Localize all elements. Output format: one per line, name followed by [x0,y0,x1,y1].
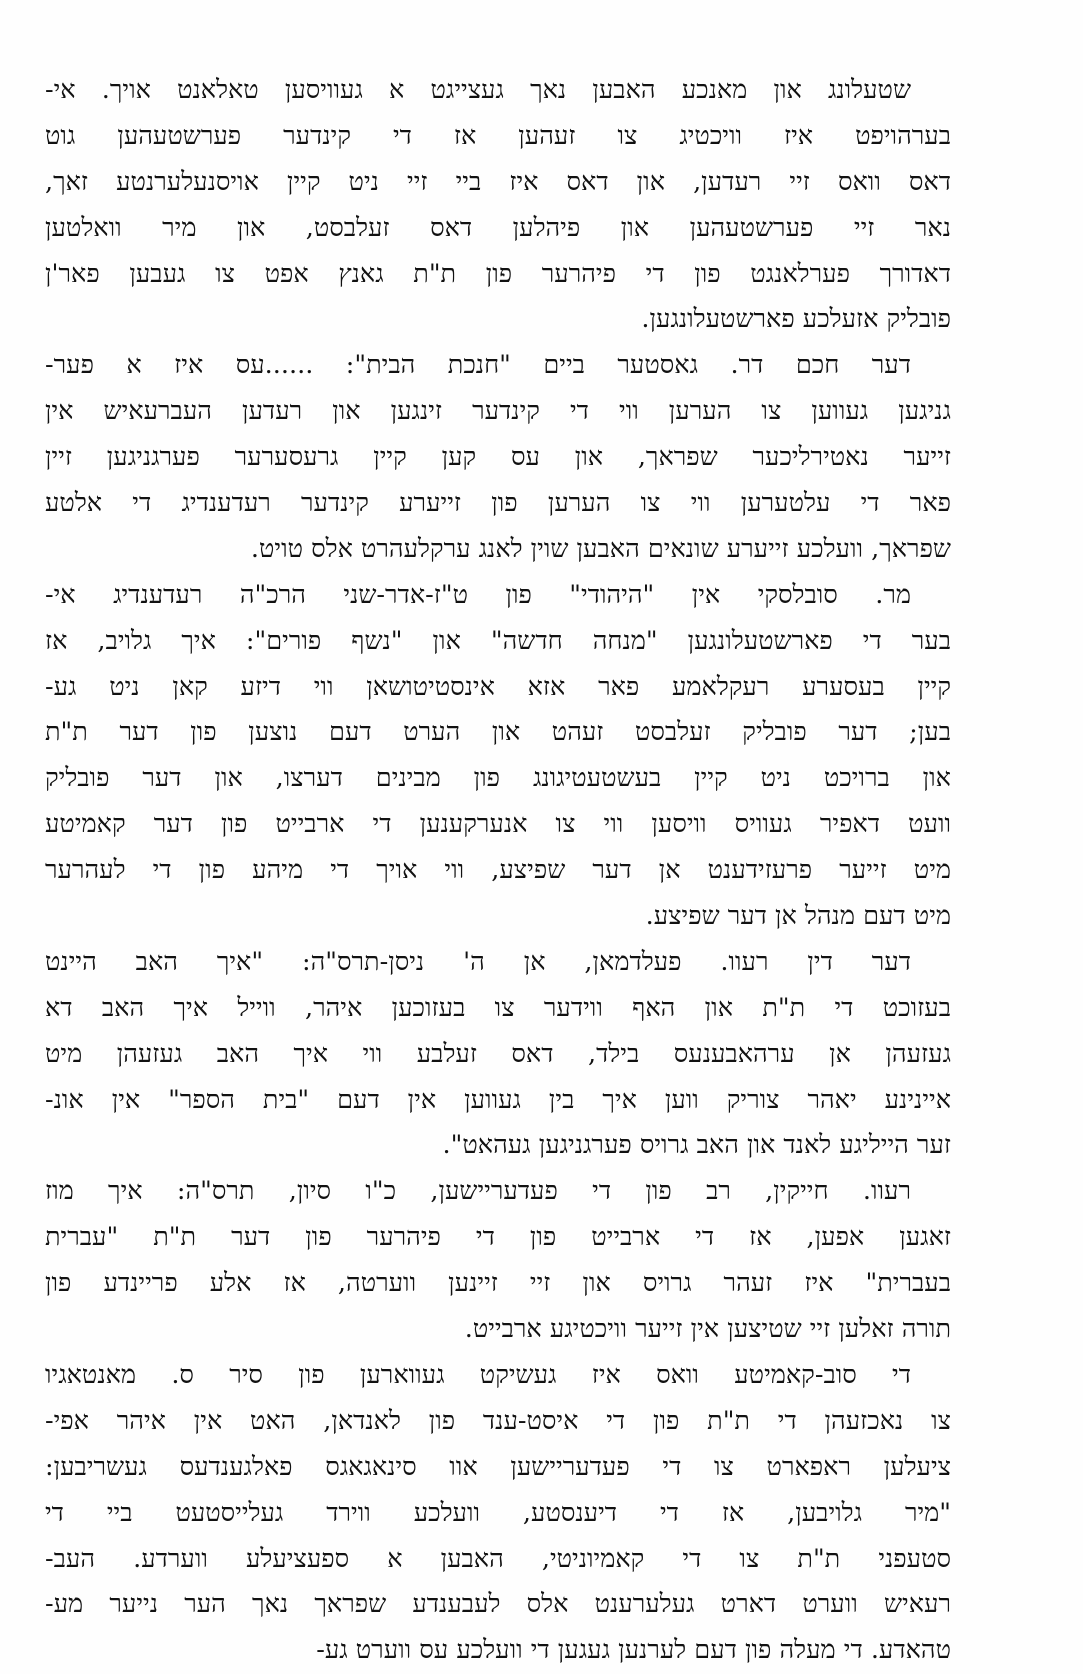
text-line: בער די פארשטעלונגען "מנחה חדשה" און "נשף פורים": איך גלויב, אז [45,625,951,656]
text-line: גניגען געווען צו הערען ווי די קינדער זינגען און רעדען העברעאיש אין [45,396,951,427]
text-line: דאדורך פערלאנגט פון די פיהרער פון ת"ת גאנץ אפט צו געבען פאר'ן [45,258,951,289]
paragraph [45,573,951,940]
text-line: געזעהן אן ערהאבענעס בילד, דאס זעלבע ווי איך האב געזעהן מיט [45,1038,951,1069]
text-line: טהאדע. די מעלה פון דעם לערנען געגען די וועלכע עס ווערט גע- [316,1635,951,1666]
text-line: קיין בעסערע רעקלאמע פאר אזא אינסטיטושאן ווי דיזע קאן ניט גע- [45,671,951,702]
text-line: נאר זיי פערשטעהען און פיהלען דאס זעלבסט, און מיר וואלטען [45,212,951,243]
paragraph [45,1353,951,1674]
text-line: שפראך, וועלכע זייערע שונאים האבען שוין לאנג ערקלעהרט אלס טויט. [250,533,951,564]
text-line: מיט דעם מנהל אן דער שפיצע. [645,901,951,932]
text-line: וועט דאפיר געוויס וויסען ווי צו אנערקענען די ארבייט פון דער קאמיטע [45,809,951,840]
text-line: איינינע יאהר צוריק ווען איך בין געווען אין דעם "בית הספר" אין אונ- [45,1084,951,1115]
text-line: זאגען אפען, אז די ארבייט פון די פיהרער פון דער ת"ת "עברית [45,1222,951,1253]
text-line: פאר די עלטערען ווי צו הערען פון זייערע קינדער רעדענדיג די אלטע [45,488,951,519]
text-line: תורה זאלען זיי שטיצען אין זייער וויכטיגע ארבייט. [464,1314,951,1345]
text-line: בעברית" איז זעהר גרויס און זיי זיינען ווערטה, אז אלע פריינדע פון [45,1268,951,1299]
text-line: סטעפני ת"ת צו די קאמיוניטי, האבען א ספעציעלע ווערדע. העב- [45,1543,951,1574]
text-line: בעזוכט די ת"ת און האף ווידער צו בעזוכען איהר, ווייל איך האב דא [45,992,951,1023]
paragraph [45,68,951,343]
text-line: צו נאכזעהן די ת"ת פון די איסט-ענד פון לאנדאן, האט אין איהר אפי- [45,1405,951,1436]
text-line: פובליק אזעלכע פארשטעלונגען. [641,304,951,335]
text-line: די סוב-קאמיטע וואס איז געשיקט געווארען פון סיר ס. מאנטאגיו [45,1359,911,1390]
text-line: רעאיש ווערט דארט געלערענט אלס לעבענדע שפראך נאך הער נייער מע- [45,1589,951,1620]
text-line: "מיר גלויבען, אז די דיענסטע, וועלכע ווירד געלייסטעט ביי די [45,1497,951,1528]
paragraph [45,343,951,572]
text-line: מיט זייער פרעזידענט אן דער שפיצע, ווי אויך די מיהע פון די לעהרער [45,855,951,886]
text-line: ציעלען ראפארט צו די פעדעריישען אוו סינאגאגס פאלגענדעס געשריבען: [45,1451,951,1482]
text-line: זייער נאטירליכער שפראך, און עס קען קיין גרעסערער פערגניגען זיין [45,442,951,473]
text-line: דער דין רעוו. פעלדמאן, אן ה' ניסן-תרס"ה: "איך האב היינט [45,946,911,977]
paragraph [45,1169,951,1353]
text-line: בערהויפט איז וויכטיג צו זעהען אז די קינדער פערשטעהען גוט [45,120,951,151]
text-line: און ברויכט ניט קיין בעשטעטיגונג פון מבינים דערצו, און דער פובליק [45,763,951,794]
text-line: שטעלונג און מאנכע האבען נאך געצייגט א געוויסען טאלאנט אויך. אי- [45,75,911,105]
text-line: דער חכם דר. גאסטער ביים "חנכת הבית": ......עס איז א פער- [45,350,911,381]
text-line: רעוו. חייקין, רב פון די פעדעריישען, כ"ו סיון, תרס"ה: איך מוז [45,1176,911,1207]
paragraph [45,940,951,1169]
document-page [45,68,951,1674]
text-line: בען; דער פובליק זעלבסט זעהט און הערט דעם נוצען פון דער ת"ת [45,717,951,748]
text-line: דאס וואס זיי רעדען, און דאס איז ביי זיי ניט קיין אויסנעלערנטע זאך, [45,166,951,197]
text-line: זער הייליגע לאנד און האב גרויס פערגניגען געהאט". [442,1130,951,1161]
text-line: מר. סובלסקי אין "היהודי" פון ט"ז-אדר-שני הרכ"ה רעדענדיג אי- [45,579,911,610]
